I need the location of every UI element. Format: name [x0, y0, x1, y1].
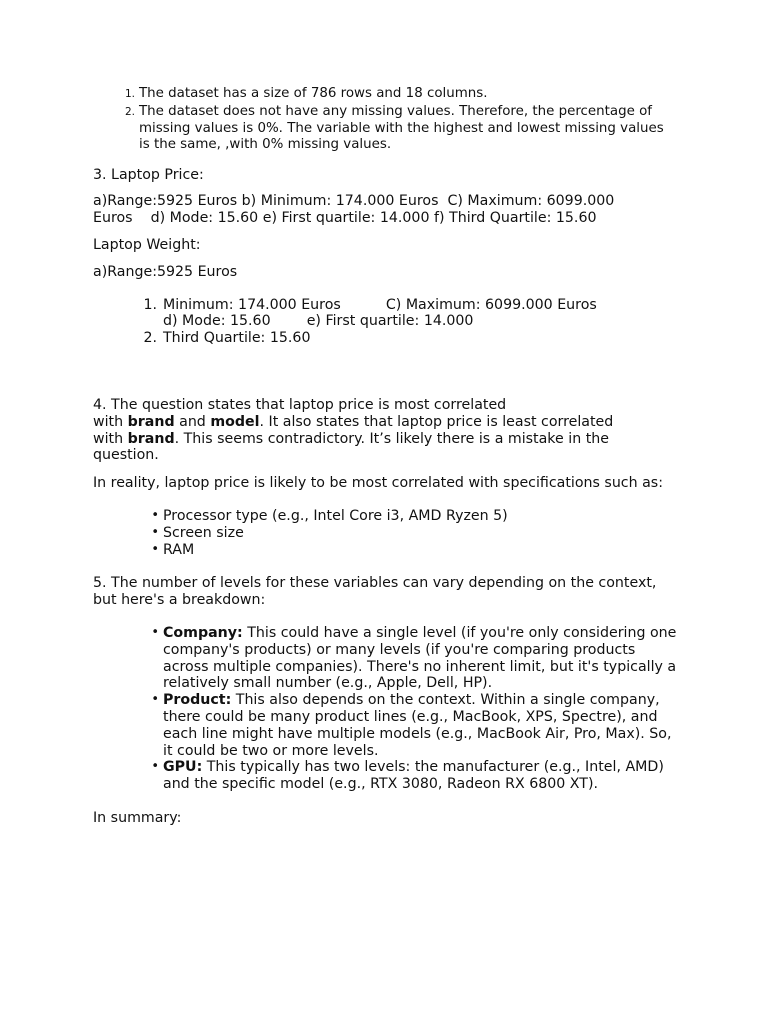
- q4-text: with: [93, 413, 128, 430]
- q4-text: . This seems contradictory. It’s likely there is a mistake in the question.: [93, 430, 609, 464]
- list-item: [151, 692, 678, 759]
- weight-heading: Laptop Weight:: [93, 237, 201, 254]
- list-item: [143, 296, 678, 331]
- list-number: 2.: [124, 106, 135, 119]
- q3-heading: 3. Laptop Price:: [93, 166, 204, 183]
- price-stats-line: Euros d) Mode: 15.60 e) First quartile: 14.000 f) Third Quartile: 15.60: [93, 210, 597, 227]
- bullet-text: This also depends on the context. Within a single company, there could be many product lines (e.g., MacBook, XPS, Spectre), and each line might have multiple models (e.g., MacBook Air, Pro, Max). So, it could be two or more levels.: [163, 692, 672, 759]
- q4-text: 4. The question states that laptop price is most correlated: [93, 397, 507, 413]
- bullet-label: Product:: [163, 692, 232, 709]
- spec-bullet-list: [151, 507, 678, 558]
- bullet-text: Processor type (e.g., Intel Core i3, AMD Ryzen 5): [163, 507, 508, 524]
- bullet-text: RAM: [163, 541, 195, 558]
- q4-reality-paragraph: In reality, laptop price is likely to be most correlated with specifications such as:: [93, 475, 663, 492]
- bullet-icon: •: [151, 524, 159, 540]
- list-item: [151, 507, 678, 525]
- bullet-label: GPU:: [163, 759, 203, 776]
- list-number: 1.: [124, 88, 135, 100]
- bullet-icon: •: [151, 541, 159, 557]
- weight-range: a)Range:5925 Euros: [93, 263, 238, 280]
- bullet-icon: •: [151, 692, 159, 708]
- q4-paragraph: [93, 397, 678, 464]
- weight-item-line: d) Mode: 15.60 e) First quartile: 14.000: [163, 313, 474, 330]
- q4-text: . It also states that laptop price is least correlated: [259, 413, 614, 430]
- intro-item-text: The dataset does not have any missing values. Therefore, the percentage of missing values is 0%. The variable with the highest and lowest missing values is the same, ,with 0% missing values.: [139, 104, 664, 153]
- intro-list: [124, 86, 678, 154]
- summary-heading: In summary:: [93, 809, 182, 826]
- weight-item-line: Third Quartile: 15.60: [163, 330, 311, 347]
- bullet-text: This typically has two levels: the manufacturer (e.g., Intel, AMD) and the specific model (e.g., RTX 3080, Radeon RX 6800 XT).: [163, 759, 664, 793]
- list-item: [151, 541, 678, 559]
- levels-bullet-list: [151, 624, 678, 793]
- price-stats: [93, 193, 678, 227]
- q5-intro: 5. The number of levels for these variables can vary depending on the context, but here's a breakdown:: [93, 575, 657, 609]
- q4-bold-brand: brand: [127, 430, 175, 447]
- bullet-icon: •: [151, 507, 159, 523]
- bullet-label: Company:: [163, 624, 243, 641]
- list-number: 2.: [143, 330, 157, 347]
- weight-list: [143, 296, 678, 347]
- q4-text: with: [93, 430, 128, 447]
- list-item: [151, 759, 678, 793]
- bullet-text: This could have a single level (if you're only considering one company's products) or many levels (if you're comparing products across multiple companies). There's no inherent limit, but it's typically a relatively small number (e.g., Apple, Dell, HP).: [163, 624, 677, 692]
- bullet-icon: •: [151, 759, 159, 775]
- list-item: [124, 86, 678, 102]
- bullet-text: Screen size: [163, 524, 244, 541]
- list-number: 1.: [143, 296, 157, 313]
- q4-text: and: [174, 413, 211, 430]
- list-item: [151, 624, 678, 692]
- weight-item-line: Minimum: 174.000 Euros C) Maximum: 6099.000 Euros: [163, 296, 597, 313]
- bullet-icon: •: [151, 624, 159, 640]
- q4-bold-brand: brand: [127, 413, 175, 430]
- intro-item-text: The dataset has a size of 786 rows and 18 columns.: [139, 86, 488, 101]
- list-item: [151, 524, 678, 542]
- q4-bold-model: model: [210, 413, 260, 430]
- list-item: [143, 330, 678, 347]
- list-item: [124, 104, 678, 153]
- document-page: [93, 86, 678, 827]
- price-stats-line: a)Range:5925 Euros b) Minimum: 174.000 Euros C) Maximum: 6099.000: [93, 193, 615, 210]
